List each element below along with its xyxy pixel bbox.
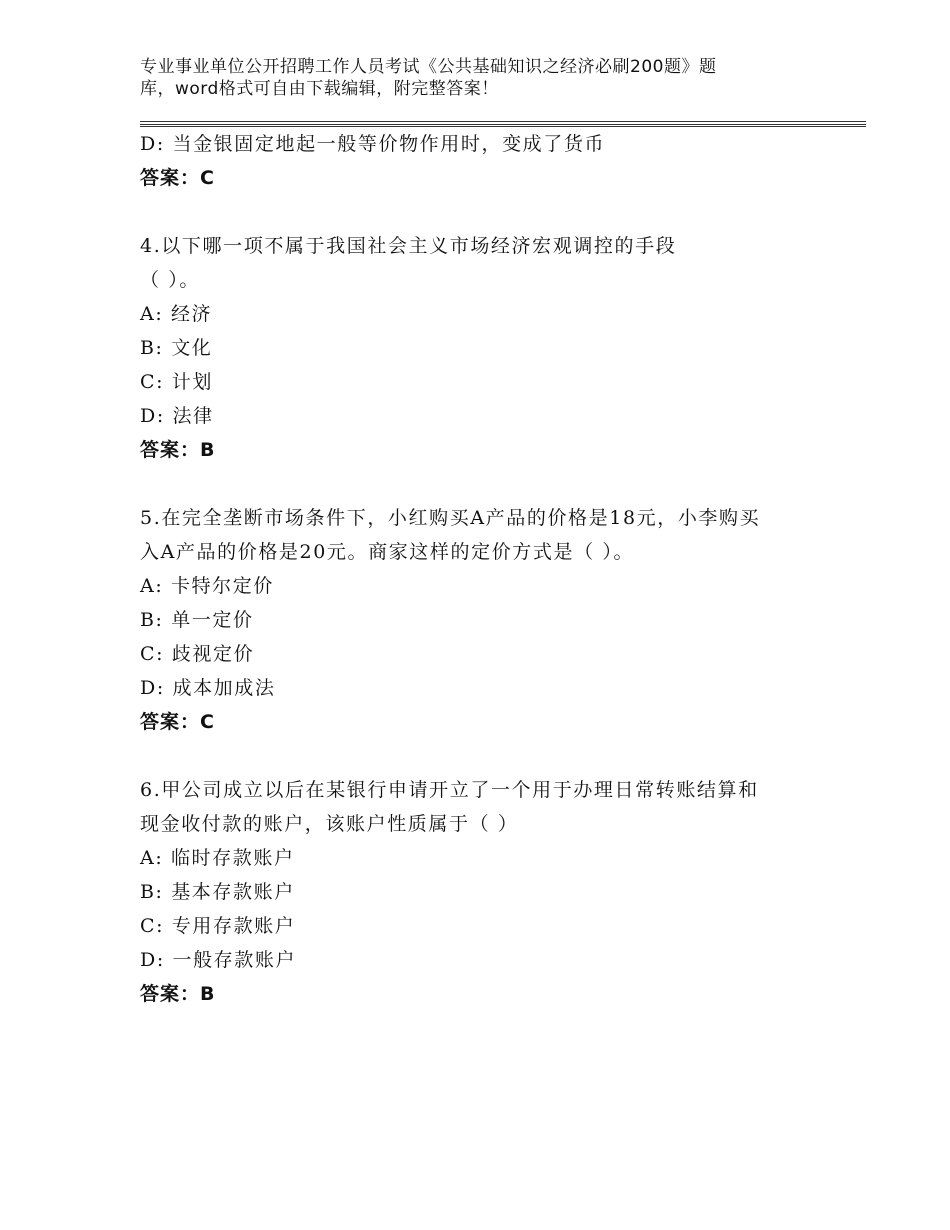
answer-label: 答案：C	[140, 711, 215, 733]
header-rule-top	[140, 121, 866, 122]
option-c: C: 专用存款账户	[140, 915, 296, 937]
previous-question-tail	[140, 127, 820, 195]
question-5	[140, 501, 820, 739]
option-b: B: 文化	[140, 337, 213, 359]
option-d: D: 一般存款账户	[140, 949, 297, 971]
option-b: B: 基本存款账户	[140, 881, 295, 903]
answer-label: 答案：C	[140, 167, 215, 189]
question-text-line: 6.甲公司成立以后在某银行申请开立了一个用于办理日常转账结算和	[140, 779, 759, 801]
option-a: A: 经济	[140, 303, 213, 325]
option-d: D: 成本加成法	[140, 677, 276, 699]
question-text-line: 5.在完全垄断市场条件下，小红购买A产品的价格是18元，小李购买	[140, 507, 761, 529]
option-d: D: 法律	[140, 405, 214, 427]
question-text-line: 现金收付款的账户，该账户性质属于（ ）	[140, 813, 519, 835]
header-title-line-2: 库，word格式可自由下载编辑，附完整答案！	[140, 79, 499, 99]
option-d: D: 当金银固定地起一般等价物作用时，变成了货币	[140, 133, 606, 155]
question-list	[140, 127, 820, 1011]
spacer	[140, 739, 820, 773]
option-c: C: 计划	[140, 371, 213, 393]
question-text-line: 入A产品的价格是20元。商家这样的定价方式是（ ）。	[140, 541, 635, 563]
option-a: A: 临时存款账户	[140, 847, 295, 869]
spacer	[140, 467, 820, 501]
option-b: B: 单一定价	[140, 609, 254, 631]
answer-label: 答案：B	[140, 439, 216, 461]
question-6	[140, 773, 820, 1011]
option-a: A: 卡特尔定价	[140, 575, 274, 597]
question-4	[140, 229, 820, 467]
spacer	[140, 195, 820, 229]
question-text-line: 4.以下哪一项不属于我国社会主义市场经济宏观调控的手段	[140, 235, 677, 257]
document-header	[140, 56, 780, 100]
header-rule-middle	[140, 124, 866, 125]
header-title-line-1: 专业事业单位公开招聘工作人员考试《公共基础知识之经济必刷200题》题	[140, 57, 717, 77]
answer-label: 答案：B	[140, 983, 216, 1005]
question-text-line: （ ）。	[140, 269, 200, 291]
option-c: C: 歧视定价	[140, 643, 255, 665]
